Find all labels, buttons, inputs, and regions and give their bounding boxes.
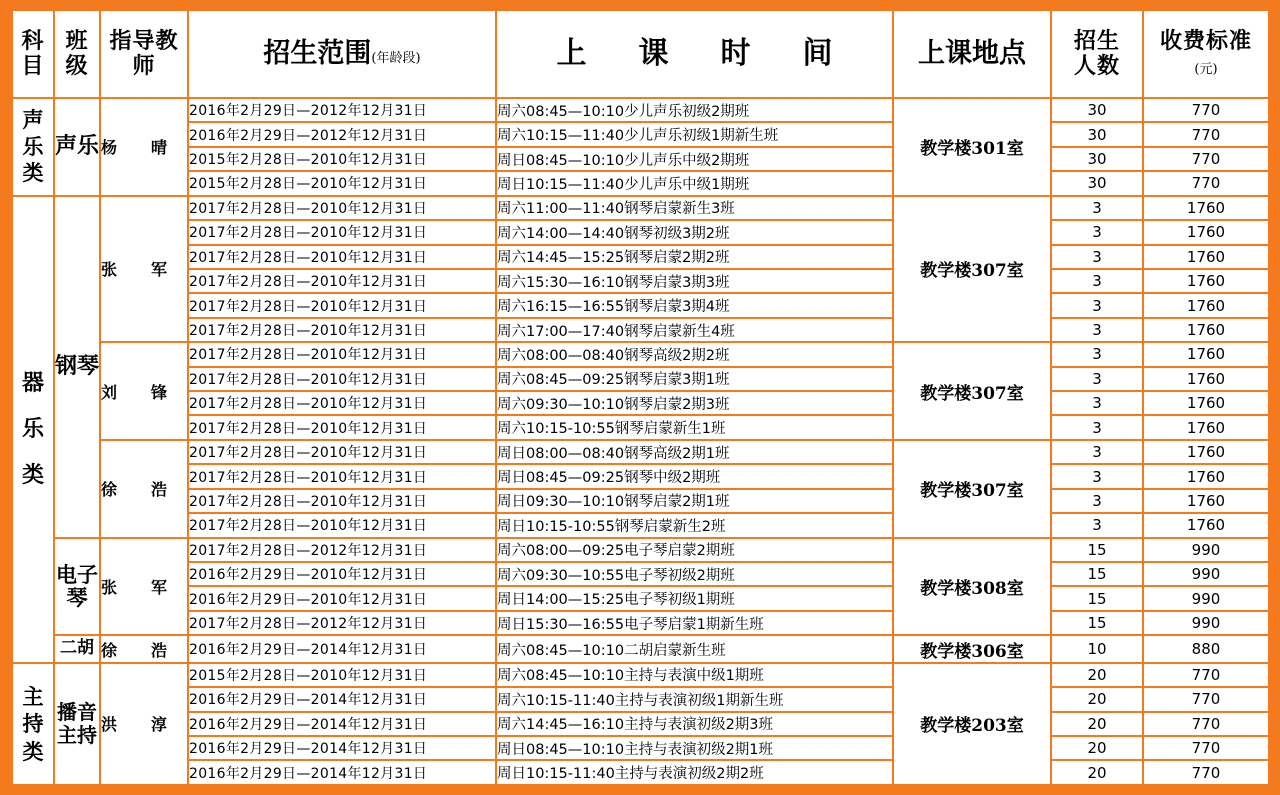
enroll-count-cell: 30 bbox=[1051, 98, 1143, 122]
location-room-308: 教学楼308室 bbox=[893, 538, 1051, 636]
table-row bbox=[12, 342, 1269, 366]
schedule-cell: 周六08:45—09:25钢琴启蒙3期1班 bbox=[496, 367, 893, 391]
fee-cell: 1760 bbox=[1143, 269, 1269, 293]
enroll-count-cell: 15 bbox=[1051, 538, 1143, 562]
schedule-cell: 周六09:30—10:55电子琴初级2期班 bbox=[496, 562, 893, 586]
age-range-cell: 2017年2月28日—2010年12月31日 bbox=[188, 220, 496, 244]
teacher-xu-hao: 徐浩 bbox=[100, 440, 188, 538]
table-row bbox=[12, 147, 1269, 171]
location-room-301: 教学楼301室 bbox=[893, 98, 1051, 196]
age-range-cell: 2017年2月28日—2010年12月31日 bbox=[188, 269, 496, 293]
subject-instrumental: 器乐类 bbox=[12, 196, 54, 663]
age-range-cell: 2016年2月29日—2012年12月31日 bbox=[188, 98, 496, 122]
class-piano: 钢琴 bbox=[54, 196, 100, 538]
age-range-cell: 2016年2月29日—2014年12月31日 bbox=[188, 760, 496, 785]
header-location: 上课地点 bbox=[893, 10, 1051, 98]
enroll-count-cell: 3 bbox=[1051, 318, 1143, 342]
fee-cell: 1760 bbox=[1143, 489, 1269, 513]
enroll-count-cell: 3 bbox=[1051, 342, 1143, 366]
header-fee-label: 收费标准 bbox=[1159, 27, 1252, 54]
teacher-liu-feng: 刘锋 bbox=[100, 342, 188, 440]
schedule-cell: 周日10:15—11:40少儿声乐中级1期班 bbox=[496, 171, 893, 195]
subject-hosting: 主持类 bbox=[12, 663, 54, 785]
teacher-hong-chun: 洪淳 bbox=[100, 663, 188, 785]
schedule-cell: 周六10:15—11:40少儿声乐初级1期新生班 bbox=[496, 122, 893, 146]
schedule-cell: 周六15:30—16:10钢琴启蒙3期3班 bbox=[496, 269, 893, 293]
schedule-cell: 周日15:30—16:55电子琴启蒙1期新生班 bbox=[496, 611, 893, 635]
table-row bbox=[12, 586, 1269, 610]
schedule-cell: 周六08:45—10:10主持与表演中级1期班 bbox=[496, 663, 893, 687]
header-age-range-note: (年龄段) bbox=[371, 51, 421, 67]
fee-cell: 770 bbox=[1143, 171, 1269, 195]
enroll-count-cell: 3 bbox=[1051, 269, 1143, 293]
age-range-cell: 2017年2月28日—2010年12月31日 bbox=[188, 342, 496, 366]
header-schedule: 上课时间 bbox=[496, 10, 893, 98]
age-range-cell: 2016年2月29日—2014年12月31日 bbox=[188, 736, 496, 760]
schedule-cell: 周六11:00—11:40钢琴启蒙新生3班 bbox=[496, 196, 893, 220]
table-row bbox=[12, 196, 1269, 220]
schedule-cell: 周日08:45—09:25钢琴中级2期班 bbox=[496, 464, 893, 488]
table-row bbox=[12, 269, 1269, 293]
teacher-yang-qing: 杨晴 bbox=[100, 98, 188, 196]
age-range-cell: 2017年2月28日—2010年12月31日 bbox=[188, 196, 496, 220]
table-row bbox=[12, 318, 1269, 342]
fee-cell: 1760 bbox=[1143, 245, 1269, 269]
age-range-cell: 2017年2月28日—2010年12月31日 bbox=[188, 391, 496, 415]
header-subject: 科目 bbox=[12, 10, 54, 98]
teacher-zhang-jun-keyboard: 张军 bbox=[100, 538, 188, 636]
header-fee-unit: (元) bbox=[1194, 62, 1218, 77]
schedule-table bbox=[11, 9, 1270, 786]
header-age-range bbox=[188, 10, 496, 98]
location-room-307: 教学楼307室 bbox=[893, 196, 1051, 343]
age-range-cell: 2016年2月29日—2010年12月31日 bbox=[188, 562, 496, 586]
age-range-cell: 2017年2月28日—2012年12月31日 bbox=[188, 611, 496, 635]
fee-cell: 1760 bbox=[1143, 367, 1269, 391]
schedule-cell: 周六08:00—08:40钢琴高级2期2班 bbox=[496, 342, 893, 366]
age-range-cell: 2015年2月28日—2010年12月31日 bbox=[188, 663, 496, 687]
enroll-count-cell: 3 bbox=[1051, 293, 1143, 317]
fee-cell: 1760 bbox=[1143, 391, 1269, 415]
enroll-count-cell: 3 bbox=[1051, 415, 1143, 439]
header-fee bbox=[1143, 10, 1269, 98]
enroll-count-cell: 3 bbox=[1051, 513, 1143, 537]
table-row bbox=[12, 440, 1269, 464]
fee-cell: 770 bbox=[1143, 687, 1269, 711]
age-range-cell: 2017年2月28日—2010年12月31日 bbox=[188, 513, 496, 537]
enroll-count-cell: 20 bbox=[1051, 760, 1143, 785]
fee-cell: 1760 bbox=[1143, 440, 1269, 464]
table-row bbox=[12, 415, 1269, 439]
fee-cell: 770 bbox=[1143, 147, 1269, 171]
schedule-cell: 周日09:30—10:10钢琴启蒙2期1班 bbox=[496, 489, 893, 513]
fee-cell: 1760 bbox=[1143, 318, 1269, 342]
header-enroll: 招生人数 bbox=[1051, 10, 1143, 98]
fee-cell: 990 bbox=[1143, 562, 1269, 586]
age-range-cell: 2017年2月28日—2010年12月31日 bbox=[188, 415, 496, 439]
schedule-cell: 周日14:00—15:25电子琴初级1期班 bbox=[496, 586, 893, 610]
table-row bbox=[12, 538, 1269, 562]
enroll-count-cell: 30 bbox=[1051, 171, 1143, 195]
table-row bbox=[12, 98, 1269, 122]
fee-cell: 1760 bbox=[1143, 196, 1269, 220]
table-row bbox=[12, 663, 1269, 687]
teacher-xu-hao-erhu: 徐浩 bbox=[100, 635, 188, 662]
enroll-count-cell: 3 bbox=[1051, 440, 1143, 464]
schedule-cell: 周六17:00—17:40钢琴启蒙新生4班 bbox=[496, 318, 893, 342]
age-range-cell: 2017年2月28日—2010年12月31日 bbox=[188, 293, 496, 317]
table-row bbox=[12, 367, 1269, 391]
age-range-cell: 2017年2月28日—2010年12月31日 bbox=[188, 318, 496, 342]
header-age-range-label: 招生范围 bbox=[263, 38, 372, 70]
fee-cell: 770 bbox=[1143, 663, 1269, 687]
fee-cell: 770 bbox=[1143, 760, 1269, 785]
age-range-cell: 2017年2月28日—2010年12月31日 bbox=[188, 489, 496, 513]
enroll-count-cell: 3 bbox=[1051, 464, 1143, 488]
table-row bbox=[12, 760, 1269, 785]
table-row bbox=[12, 122, 1269, 146]
age-range-cell: 2017年2月28日—2010年12月31日 bbox=[188, 440, 496, 464]
fee-cell: 770 bbox=[1143, 736, 1269, 760]
table-row bbox=[12, 562, 1269, 586]
class-broadcasting: 播音主持 bbox=[54, 663, 100, 785]
table-row bbox=[12, 513, 1269, 537]
fee-cell: 770 bbox=[1143, 98, 1269, 122]
schedule-cell: 周六09:30—10:10钢琴启蒙2期3班 bbox=[496, 391, 893, 415]
fee-cell: 1760 bbox=[1143, 342, 1269, 366]
fee-cell: 770 bbox=[1143, 122, 1269, 146]
header-row bbox=[12, 10, 1269, 98]
fee-cell: 990 bbox=[1143, 586, 1269, 610]
age-range-cell: 2016年2月29日—2012年12月31日 bbox=[188, 122, 496, 146]
fee-cell: 1760 bbox=[1143, 293, 1269, 317]
age-range-cell: 2016年2月29日—2014年12月31日 bbox=[188, 712, 496, 736]
teacher-zhang-jun: 张军 bbox=[100, 196, 188, 343]
age-range-cell: 2017年2月28日—2010年12月31日 bbox=[188, 464, 496, 488]
enroll-count-cell: 3 bbox=[1051, 489, 1143, 513]
age-range-cell: 2015年2月28日—2010年12月31日 bbox=[188, 147, 496, 171]
table-row bbox=[12, 220, 1269, 244]
table-row bbox=[12, 293, 1269, 317]
schedule-cell: 周六14:45—15:25钢琴启蒙2期2班 bbox=[496, 245, 893, 269]
enroll-count-cell: 20 bbox=[1051, 736, 1143, 760]
enroll-count-cell: 30 bbox=[1051, 147, 1143, 171]
enroll-count-cell: 3 bbox=[1051, 196, 1143, 220]
fee-cell: 990 bbox=[1143, 538, 1269, 562]
table-row bbox=[12, 611, 1269, 635]
table-row bbox=[12, 489, 1269, 513]
class-vocal: 声乐 bbox=[54, 98, 100, 196]
enroll-count-cell: 20 bbox=[1051, 712, 1143, 736]
enroll-count-cell: 3 bbox=[1051, 367, 1143, 391]
schedule-cell: 周日08:00—08:40钢琴高级2期1班 bbox=[496, 440, 893, 464]
schedule-cell: 周六14:45—16:10主持与表演初级2期3班 bbox=[496, 712, 893, 736]
table-row bbox=[12, 391, 1269, 415]
location-room-306: 教学楼306室 bbox=[893, 635, 1051, 662]
fee-cell: 880 bbox=[1143, 635, 1269, 662]
schedule-cell: 周日10:15-10:55钢琴启蒙新生2班 bbox=[496, 513, 893, 537]
fee-cell: 770 bbox=[1143, 712, 1269, 736]
schedule-cell: 周日10:15-11:40主持与表演初级2期2班 bbox=[496, 760, 893, 785]
age-range-cell: 2016年2月29日—2014年12月31日 bbox=[188, 635, 496, 662]
fee-cell: 1760 bbox=[1143, 415, 1269, 439]
enroll-count-cell: 15 bbox=[1051, 562, 1143, 586]
table-row bbox=[12, 712, 1269, 736]
location-room-307: 教学楼307室 bbox=[893, 440, 1051, 538]
enroll-count-cell: 10 bbox=[1051, 635, 1143, 662]
fee-cell: 1760 bbox=[1143, 464, 1269, 488]
age-range-cell: 2015年2月28日—2010年12月31日 bbox=[188, 171, 496, 195]
schedule-cell: 周六14:00—14:40钢琴初级3期2班 bbox=[496, 220, 893, 244]
schedule-cell: 周日08:45—10:10少儿声乐中级2期班 bbox=[496, 147, 893, 171]
enroll-count-cell: 20 bbox=[1051, 663, 1143, 687]
enroll-count-cell: 3 bbox=[1051, 245, 1143, 269]
schedule-cell: 周六08:45—10:10少儿声乐初级2期班 bbox=[496, 98, 893, 122]
age-range-cell: 2017年2月28日—2012年12月31日 bbox=[188, 538, 496, 562]
schedule-cell: 周六08:45—10:10二胡启蒙新生班 bbox=[496, 635, 893, 662]
location-room-203: 教学楼203室 bbox=[893, 663, 1051, 785]
table-row bbox=[12, 464, 1269, 488]
schedule-cell: 周六10:15-10:55钢琴启蒙新生1班 bbox=[496, 415, 893, 439]
schedule-cell: 周六08:00—09:25电子琴启蒙2期班 bbox=[496, 538, 893, 562]
table-row bbox=[12, 687, 1269, 711]
table-row bbox=[12, 245, 1269, 269]
age-range-cell: 2016年2月29日—2014年12月31日 bbox=[188, 687, 496, 711]
fee-cell: 990 bbox=[1143, 611, 1269, 635]
header-teacher: 指导教师 bbox=[100, 10, 188, 98]
enroll-count-cell: 15 bbox=[1051, 611, 1143, 635]
enroll-count-cell: 20 bbox=[1051, 687, 1143, 711]
enroll-count-cell: 3 bbox=[1051, 391, 1143, 415]
schedule-cell: 周六16:15—16:55钢琴启蒙3期4班 bbox=[496, 293, 893, 317]
table-row bbox=[12, 736, 1269, 760]
class-erhu: 二胡 bbox=[54, 635, 100, 662]
header-class: 班级 bbox=[54, 10, 100, 98]
table-row bbox=[12, 635, 1269, 662]
fee-cell: 1760 bbox=[1143, 220, 1269, 244]
subject-vocal: 声乐类 bbox=[12, 98, 54, 196]
schedule-cell: 周六10:15-11:40主持与表演初级1期新生班 bbox=[496, 687, 893, 711]
enroll-count-cell: 3 bbox=[1051, 220, 1143, 244]
enroll-count-cell: 15 bbox=[1051, 586, 1143, 610]
location-room-307: 教学楼307室 bbox=[893, 342, 1051, 440]
enroll-count-cell: 30 bbox=[1051, 122, 1143, 146]
schedule-cell: 周日08:45—10:10主持与表演初级2期1班 bbox=[496, 736, 893, 760]
age-range-cell: 2016年2月29日—2010年12月31日 bbox=[188, 586, 496, 610]
age-range-cell: 2017年2月28日—2010年12月31日 bbox=[188, 245, 496, 269]
age-range-cell: 2017年2月28日—2010年12月31日 bbox=[188, 367, 496, 391]
table-row bbox=[12, 171, 1269, 195]
class-keyboard: 电子琴 bbox=[54, 538, 100, 636]
fee-cell: 1760 bbox=[1143, 513, 1269, 537]
